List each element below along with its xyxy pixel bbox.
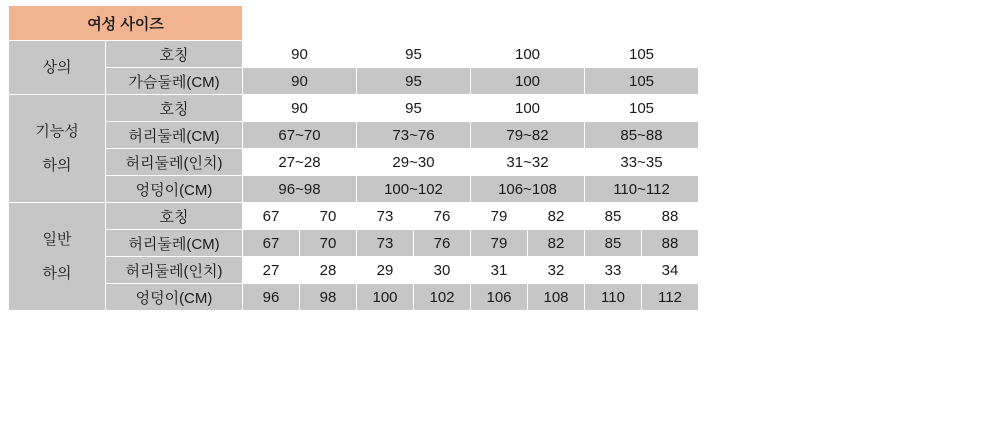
- table-cell: 28: [300, 257, 357, 284]
- table-cell: 105: [585, 95, 699, 122]
- table-cell: 85: [585, 230, 642, 257]
- section-label-line: 하의: [42, 156, 72, 174]
- table-cell: 85: [585, 203, 642, 230]
- table-cell: 67~70: [243, 122, 357, 149]
- section-label-line: 기능성: [35, 122, 79, 140]
- table-row: [9, 284, 699, 311]
- table-row: [9, 176, 699, 203]
- table-cell: 108: [528, 284, 585, 311]
- table-cell: 70: [300, 230, 357, 257]
- table-cell: 96: [243, 284, 300, 311]
- women-size-table: [8, 5, 699, 311]
- table-cell: 76: [414, 230, 471, 257]
- table-cell: 73: [357, 203, 414, 230]
- row-header: 엉덩이(CM): [106, 284, 243, 311]
- table-cell: 67: [243, 203, 300, 230]
- table-row: [9, 95, 699, 122]
- table-cell: 73~76: [357, 122, 471, 149]
- table-cell: 102: [414, 284, 471, 311]
- table-cell: 100: [357, 284, 414, 311]
- row-header: 허리둘레(인치): [106, 149, 243, 176]
- table-cell: 95: [357, 41, 471, 68]
- table-cell: 90: [243, 95, 357, 122]
- table-cell: 112: [642, 284, 699, 311]
- table-cell: 82: [528, 230, 585, 257]
- table-row: [9, 149, 699, 176]
- table-cell: 96~98: [243, 176, 357, 203]
- table-cell: 76: [414, 203, 471, 230]
- table-cell: 29~30: [357, 149, 471, 176]
- page-root: [0, 5, 981, 437]
- row-header: 호칭: [106, 41, 243, 68]
- row-header: 가슴둘레(CM): [106, 68, 243, 95]
- table-cell: 98: [300, 284, 357, 311]
- table-cell: 67: [243, 230, 300, 257]
- table-cell: 105: [585, 68, 699, 95]
- table-cell: 33: [585, 257, 642, 284]
- section-label-line: 하의: [42, 264, 72, 282]
- table-cell: 70: [300, 203, 357, 230]
- table-cell: 27: [243, 257, 300, 284]
- table-body: [9, 6, 699, 311]
- table-cell: 110: [585, 284, 642, 311]
- table-row: [9, 257, 699, 284]
- section-label-line: 일반: [42, 230, 72, 248]
- table-cell: 82: [528, 203, 585, 230]
- row-header: 허리둘레(인치): [106, 257, 243, 284]
- table-cell: 105: [585, 41, 699, 68]
- table-cell: 30: [414, 257, 471, 284]
- table-cell: 79: [471, 230, 528, 257]
- table-cell: 73: [357, 230, 414, 257]
- table-cell: 33~35: [585, 149, 699, 176]
- table-cell: 88: [642, 203, 699, 230]
- table-cell: 79~82: [471, 122, 585, 149]
- table-row: [9, 68, 699, 95]
- row-header: 호칭: [106, 95, 243, 122]
- table-cell: 34: [642, 257, 699, 284]
- table-cell: 95: [357, 95, 471, 122]
- table-cell: 90: [243, 41, 357, 68]
- table-cell: 79: [471, 203, 528, 230]
- title-row-spacer: [243, 6, 699, 41]
- title-row: [9, 6, 699, 41]
- section-label-line: 상의: [42, 58, 72, 76]
- table-row: [9, 122, 699, 149]
- row-header: 허리둘레(CM): [106, 122, 243, 149]
- table-row: [9, 230, 699, 257]
- row-header: 호칭: [106, 203, 243, 230]
- table-cell: 95: [357, 68, 471, 95]
- table-row: [9, 203, 699, 230]
- section-label: [9, 95, 106, 203]
- table-cell: 106: [471, 284, 528, 311]
- table-cell: 32: [528, 257, 585, 284]
- row-header: 엉덩이(CM): [106, 176, 243, 203]
- section-label: [9, 203, 106, 311]
- table-cell: 110~112: [585, 176, 699, 203]
- table-cell: 31: [471, 257, 528, 284]
- table-cell: 29: [357, 257, 414, 284]
- table-cell: 100~102: [357, 176, 471, 203]
- table-cell: 100: [471, 68, 585, 95]
- table-cell: 90: [243, 68, 357, 95]
- table-row: [9, 41, 699, 68]
- table-cell: 85~88: [585, 122, 699, 149]
- table-cell: 106~108: [471, 176, 585, 203]
- table-cell: 88: [642, 230, 699, 257]
- table-cell: 100: [471, 95, 585, 122]
- table-title: 여성 사이즈: [9, 6, 243, 41]
- section-label: [9, 41, 106, 95]
- table-cell: 31~32: [471, 149, 585, 176]
- table-cell: 27~28: [243, 149, 357, 176]
- table-cell: 100: [471, 41, 585, 68]
- row-header: 허리둘레(CM): [106, 230, 243, 257]
